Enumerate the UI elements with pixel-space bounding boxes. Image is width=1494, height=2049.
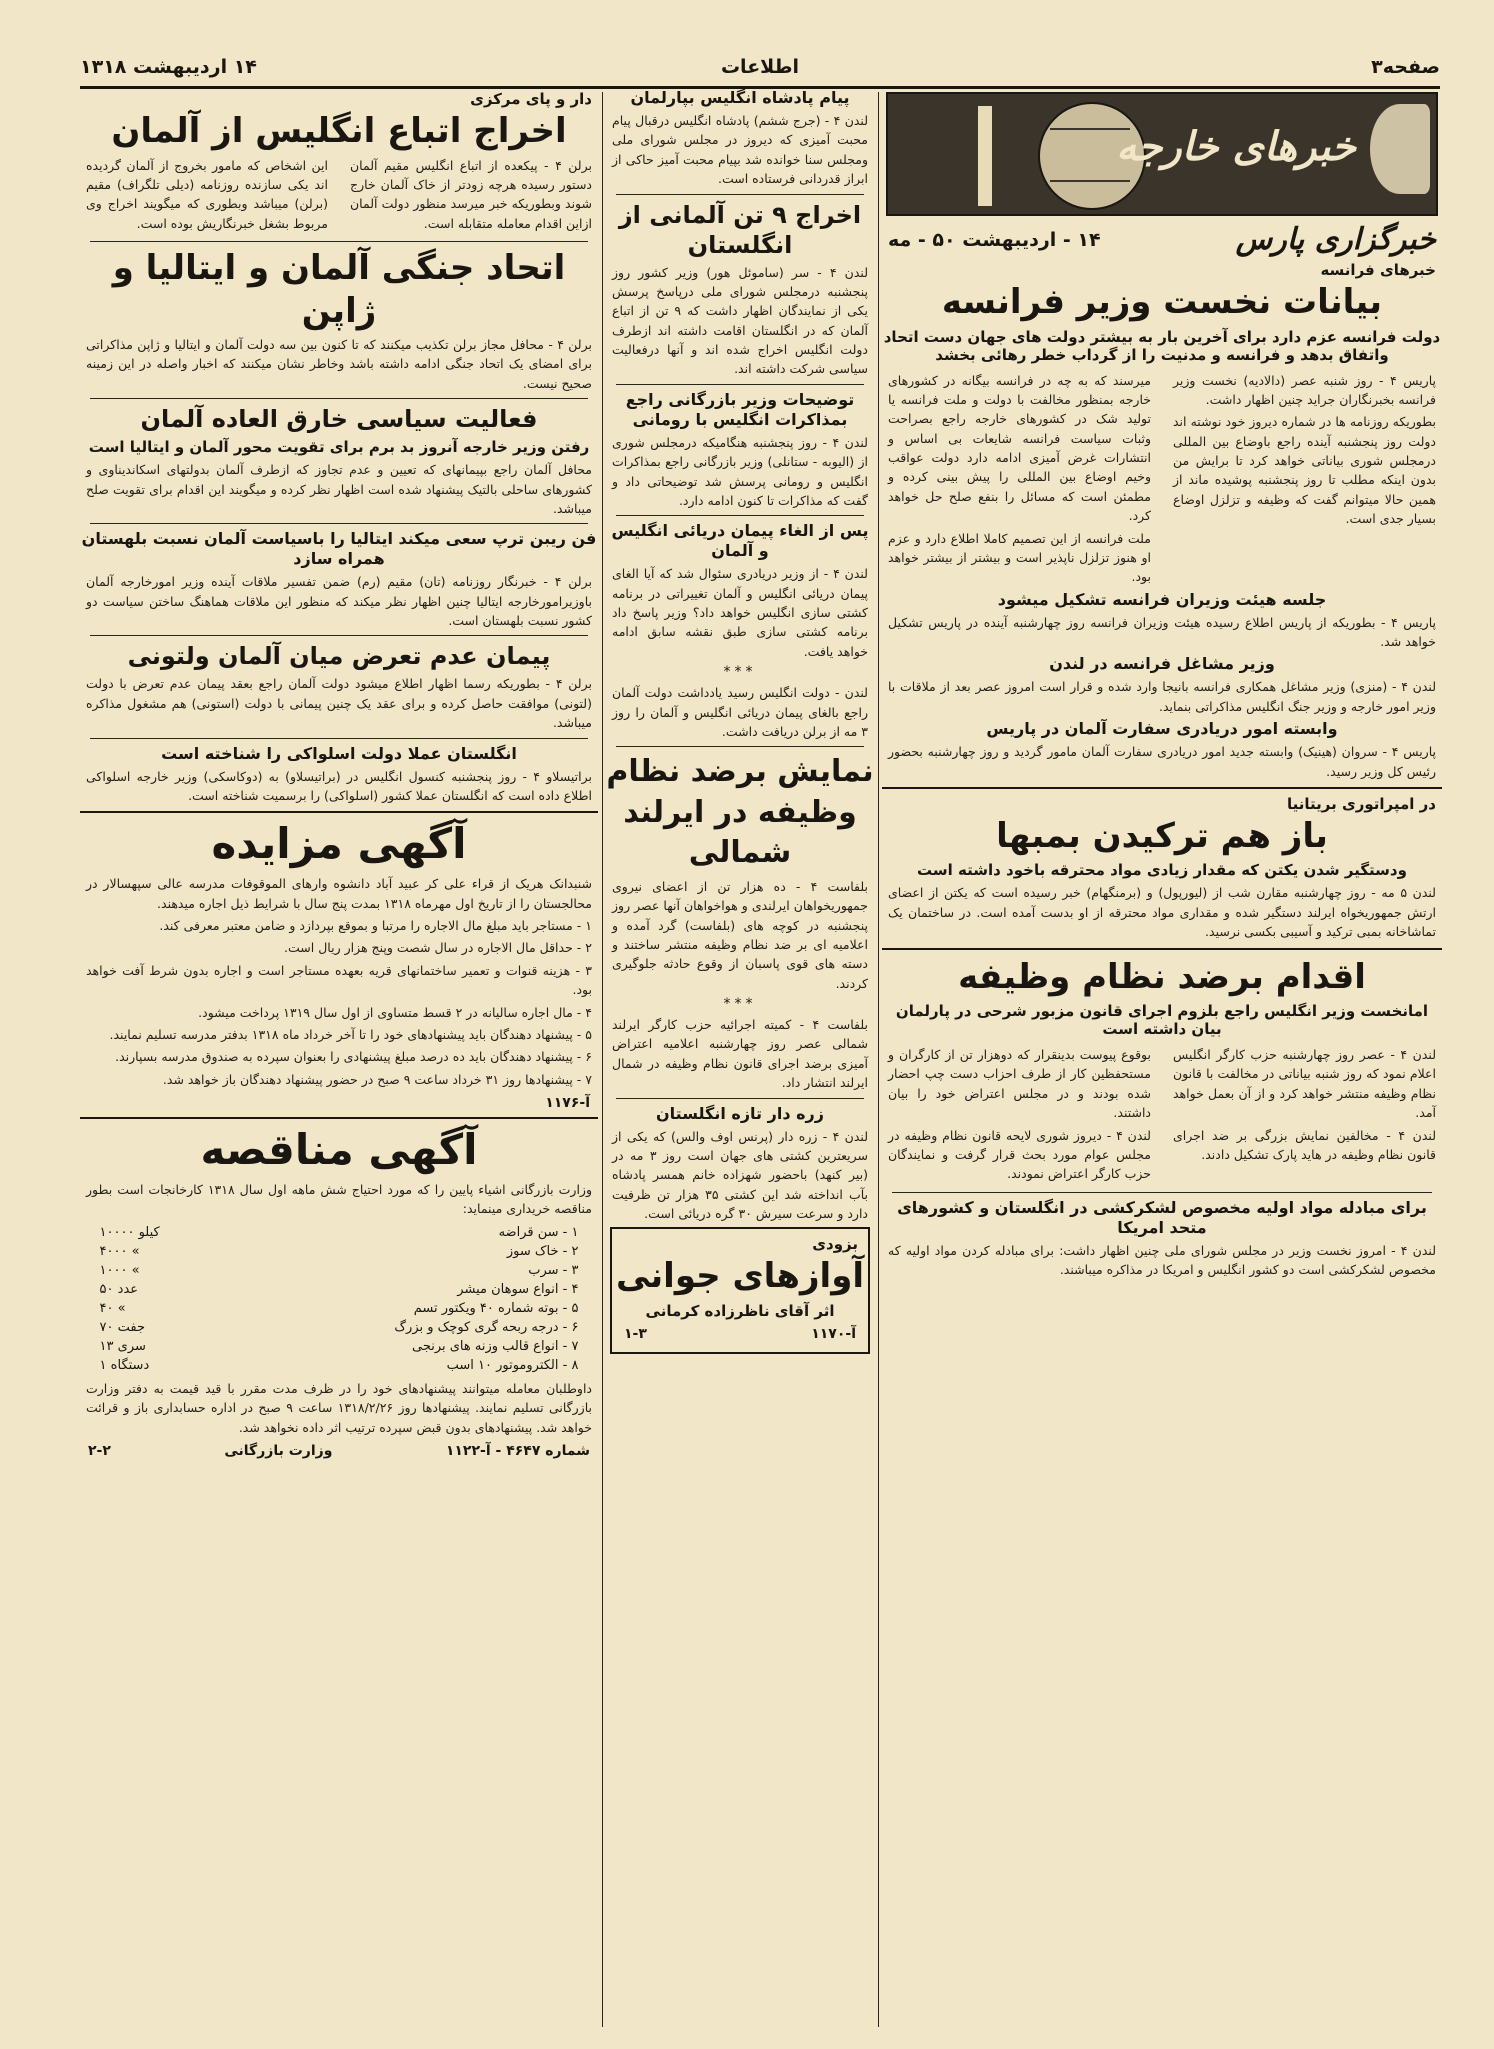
advert-notes: داوطلبان معامله میتوانند پیشنهادهای خود را در ظرف مدت مقرر با قید قیمت به دفتر وزارت بازرگانی تسلیم نمایند. پیشنهادها روز ۱۳۱۸/۲/۲۶ ساعت ۹ صبح در اداره حسابداری باز و قرائت خواهد شد. پیشنهادهای بدون قبض سپرده ترتیب اثر داده نخواهد شد. <box>86 1380 592 1435</box>
headline: زره دار تازه انگلستان <box>656 1103 824 1123</box>
divider <box>616 515 864 516</box>
paragraph: لندن ۴ - (جرج ششم) پادشاه انگلیس درقبال پیام محبت آمیزی که دیروز در مجلس شورای ملی ومجلس سنا خوانده شد بپیام محبت آمیز حاکی از ابراز قدردانی فرستاده است. <box>612 113 869 187</box>
paragraph: لندن ۴ - عصر روز چهارشنبه حزب کارگر انگلیس اعلام نمود که روز شنبه بیاناتی در مخالفت با قانون نظام وظیفه منتشر خواهد کرد و از آن بعمل خواهد آمد. <box>1173 1047 1437 1121</box>
divider <box>90 241 588 242</box>
divider <box>80 811 598 813</box>
tender-advert-title: آگهی مناقصه <box>200 1125 478 1174</box>
item-name: ۵ - بوته شماره ۴۰ ویکتور تسم <box>413 1300 579 1316</box>
table-row <box>96 1356 583 1375</box>
divider <box>90 398 588 399</box>
story-body <box>882 368 1442 590</box>
paper-name: اطلاعات <box>720 56 800 78</box>
book-advert <box>610 1227 870 1354</box>
headline: وزیر مشاغل فرانسه در لندن <box>1049 654 1275 674</box>
foreign-news-banner <box>886 92 1438 216</box>
advert-sequence: ۲-۲ <box>88 1442 111 1459</box>
advert-footer <box>88 1443 590 1459</box>
advert-signature: وزارت بازرگانی <box>224 1442 333 1459</box>
advert-title: آوازهای جوانی <box>616 1256 864 1297</box>
paragraph: بلفاست ۴ - کمیته اجرائیه حزب کارگر ایرلند شمالی عصر روز چهارشنبه اعلامیه اعتراض آمیزی برضد اجرای قانون نظام وظیفه در شمال ایرلند انتشار داد. <box>612 1017 868 1091</box>
divider <box>882 787 1442 789</box>
advert-item: ۴ - مال اجاره سالیانه در ۲ قسط متساوی از اول سال ۱۳۱۹ پرداخت میشود. <box>198 1004 592 1020</box>
item-name: ۳ - سرب <box>528 1262 579 1278</box>
paragraph: لندن ۴ - امروز نخست وزیر در مجلس شورای ملی چنین اظهار داشت: برای مبادله کردن مواد اولیه که مخصوص لشکرکشی است دو کشور انگلیس و امریکا در مذاکره میباشند. <box>888 1242 1436 1277</box>
item-qty: ۱ دستگاه <box>99 1357 150 1373</box>
advert-item: ۲ - حداقل مال الاجاره در سال شصت وپنج هزار ریال است. <box>284 940 592 956</box>
headline: انگلستان عملا دولت اسلواکی را شناخته است <box>161 743 517 763</box>
divider <box>616 384 864 385</box>
headline: فعالیت سیاسی خارق العاده آلمان <box>140 405 538 434</box>
table-row <box>96 1223 583 1242</box>
headline: پس از الغاء پیمان دریائی انگلیس و آلمان <box>611 521 869 561</box>
paragraph: لندن ۴ - سر (ساموئل هور) وزیر کشور روز پنجشنبه درمجلس شورای ملی درپاسخ پرسش یکی از نمایندگان اظهار داشت که ۹ تن از اتباع آلمان که در انگلستان اقامت داشته اند ازطرف دولت انگلیس اخراج شده اند و آنها درفعالیت سیاسی شرکت داشته اند. <box>612 264 869 377</box>
advert-item: ۳ - هزینه قنوات و تعمیر ساختمانهای قریه بعهده مستاجر است و اجاره بدون شرط آفت خواهد بود. <box>86 962 592 998</box>
table-row <box>96 1299 583 1318</box>
divider <box>90 738 588 739</box>
column-divider <box>878 92 879 2027</box>
paragraph: پاریس ۴ - سروان (هینیک) وابسته جدید امور دریادری سفارت آلمان مامور گردید و روز چهارشنبه بحضور رئیس کل وزیر رسید. <box>888 744 1436 779</box>
paragraph: لندن ۴ - (منزی) وزیر مشاغل همکاری فرانسه بانیجا وارد شده و قرار است امروز عصر بعد از ملاقات با وزیر امور خارجه و وزیر جنگ انگلیس مذاکراتی بنماید. <box>888 679 1436 714</box>
paragraph: بوقوع پیوست بدینقرار که دوهزار تن از کارگران و مستحفظین کار از طرف احزاب دست چپ احضار شده بودند و در مجلس اعتراض خود را بیان داشتند. <box>888 1047 1151 1121</box>
page-number: صفحه۳ <box>1371 56 1440 78</box>
headline: اخراج ۹ تن آلمانی از انگلستان <box>618 200 862 259</box>
paragraph: برلن ۴ - پیکعده از اتباع انگلیس مقیم آلمان دستور رسیده هرچه زودتر از خاک آلمان خارج شوند وبطوریکه خبر میرسد منظور دولت آلمان ازاین اقدام معامله متقابله است. <box>350 157 592 231</box>
section-label: خبرهای فرانسه <box>1320 261 1436 279</box>
paragraph: بطوریکه روزنامه ها در شماره دیروز خود نوشته اند دولت روز پنجشنبه آینده راجع باوضاع بین المللی درمجلس شوری بیاناتی خواهد کرد تا برایش من بدون اینکه مطلب تا روز پنجشنبه پوشیده ماند از همین حالا میتوانم گفت که وظیفه و تزلزل اوضاع بسیار جدی است. <box>1173 414 1436 527</box>
item-qty: ۴۰ « <box>99 1300 126 1316</box>
divider <box>616 746 864 747</box>
headline: اقدام برضد نظام وظیفه <box>958 956 1366 997</box>
agency-date: ۱۴ - اردیبهشت ۵۰ - مه <box>888 228 1101 251</box>
separator-stars: *** <box>723 996 757 1012</box>
paragraph: برلن ۴ - محافل مجاز برلن تکذیب میکنند که تا کنون بین سه دولت آلمان و ایتالیا و ژاپن مذاکراتی برای امضای یک اتحاد جنگی ادامه داشته باشد وخاطر نشان میکنند که اخبار واصله در این زمینه صحیح نیست. <box>86 337 592 391</box>
headline: نمایش برضد نظام وظیفه در ایرلند شمالی <box>606 754 874 871</box>
paragraph: این اشخاص که مامور بخروج از آلمان گردیده اند یکی سازنده روزنامه (دیلی تلگراف) مقیم (برلن) میباشد وبطوری که میگویند اخراج وی مربوط بشغل خبرنگاریش بوده است. <box>86 157 328 231</box>
advert-sequence: ۱-۳ <box>624 1325 647 1342</box>
paragraph: بلفاست ۴ - ده هزار تن از اعضای نیروی جمهوریخواهان ایرلندی و هواخواهان آنها عصر روز پنجشنبه در کوچه های (بلفاست) گرد آمده و اعلامیه ای بر ضد نظام وظیفه منتشر ساختند و دسته های قوی پاسبان از وقوع حادثه جلوگیری کردند. <box>612 878 868 991</box>
divider <box>90 523 588 524</box>
agency-name: خبرگزاری پارس <box>1235 222 1436 257</box>
table-row <box>96 1318 583 1337</box>
advert-intro: وزارت بازرگانی اشیاء پایین را که مورد احتیاج شش ماهه اول سال ۱۳۱۸ کارخانجات است بطور مناقصه خریداری مینماید: <box>86 1182 592 1217</box>
banner-title: خبرهای خارجه <box>1116 124 1356 170</box>
table-row <box>96 1337 583 1356</box>
tower-icon <box>978 106 992 206</box>
headline: باز هم ترکیدن بمبها <box>996 815 1328 856</box>
paragraph: برلن ۴ - خبرنگار روزنامه (تان) مقیم (رم) ضمن تفسیر ملاقات آینده وزیر امورخارجه آلمان باوزیرامورخارجه ایتالیا چنین اظهار نظر میکند که منظور این ملاقات هماهنگ ساختن سیاست دو کشور نسبت بلهستان است. <box>86 574 592 628</box>
paragraph: لندن ۴ - مخالفین نمایش بزرگی بر ضد اجرای قانون نظام وظیفه در هاید پارک تشکیل دادند. <box>1173 1127 1437 1162</box>
advert-intro: شنبدانک هریک از قراء علی کر عبید آباد دانشوه وارهای الموقوفات مدرسه عالی سپهسالار در محالجستان را از تاریخ اول مهرماه ۱۳۱۸ بمدت پنج سال با شرایط ذیل اجاره میدهند. <box>86 876 592 911</box>
item-name: ۴ - انواع سوهان میشر <box>457 1281 579 1297</box>
issue-date: ۱۴ اردیبهشت ۱۳۱۸ <box>80 56 257 78</box>
headline: وابسته امور دریادری سفارت آلمان در پاریس <box>986 719 1338 739</box>
left-column <box>80 88 598 1465</box>
headline: پیام پادشاه انگلیس بپارلمان <box>630 88 850 107</box>
advert-code: شماره ۴۶۴۷ - آ-۱۱۲۲ <box>445 1442 590 1459</box>
story-body <box>80 153 598 237</box>
item-name: ۶ - درجه ربحه گری کوچک و بزرگ <box>394 1319 579 1335</box>
divider <box>882 948 1442 950</box>
headline: پیمان عدم تعرض میان آلمان ولتونی <box>127 642 551 671</box>
divider <box>80 1117 598 1119</box>
section-label: دار و پای مرکزی <box>470 90 592 108</box>
item-name: ۸ - الکتروموتور ۱۰ اسب <box>446 1357 579 1373</box>
item-name: ۱ - سن قراضه <box>498 1224 579 1240</box>
paragraph: براتیسلاو ۴ - روز پنجشنبه کنسول انگلیس در (براتیسلاو) به (دوکاسکی) وزیر خارجه اسلواکی اطلاع داده است که انگلستان عملا کشور (اسلواکی) را برسمیت شناخته است. <box>86 768 592 803</box>
headline: برای مبادله مواد اولیه مخصوص لشکرکشی در انگلستان و کشورهای متحد امریکا <box>897 1197 1427 1237</box>
advert-item: ۵ - پیشنهاد دهندگان باید پیشنهادهای خود را تا آخر خرداد ماه ۱۳۱۸ بدفتر مدرسه تسلیم نمایند. <box>109 1026 592 1042</box>
paragraph: پاریس ۴ - روز شنبه عصر (دالادیه) نخست وزیر فرانسه بخبرنگاران جراید چنین اظهار داشت. <box>1173 372 1436 407</box>
column-divider <box>602 92 603 2027</box>
divider <box>90 635 588 636</box>
paragraph: لندن ۴ - از وزیر دریادری سئوال شد که آیا الغای پیمان دریائی انگلیس و آلمان تغییراتی در برنامه کشتی سازی انگلیس خواهد داد؟ وزیر پاسخ داد برنامه کشتی سازی طبق نقشه سابق ادامه خواهد یافت. <box>612 566 868 659</box>
paragraph: لندن ۴ - دیروز شوری لایحه قانون نظام وظیفه در مجلس عوام مورد بحث قرار گرفت و نمایندگان حزب کارگر اعتراض نمودند. <box>888 1127 1151 1182</box>
divider <box>616 194 864 195</box>
subheadline: ودستگیر شدن یکتن که مقدار زیادی مواد محترقه باخود داشته است <box>917 861 1407 880</box>
item-qty: ۴۰۰۰ « <box>99 1243 140 1259</box>
headline: جلسه هیئت وزیران فرانسه تشکیل میشود <box>997 589 1327 609</box>
item-qty: ۱۰۰۰ « <box>99 1262 140 1278</box>
divider <box>892 1192 1432 1193</box>
table-row <box>96 1280 583 1299</box>
gramophone-horn-icon <box>1370 104 1430 194</box>
subheadline: دولت فرانسه عزم دارد برای آخرین بار به بیشتر دولت های جهان دست اتحاد واتفاق بدهد و فرانسه و مدنیت را از گرداب خطر رهائی بخشد <box>883 327 1441 364</box>
paragraph: لندن ۵ مه - روز چهارشنبه مقارن شب از (لیورپول) و (برمنگهام) خبر رسیده است که یکتن از اعضای ارتش جمهوریخواه ایرلند دستگیر شده و مقداری مواد محترقه از او بدست آمده است. در ساختمان یک تماشاخانه بمبی ترکید و آسیبی بکسی نرسید. <box>888 885 1436 940</box>
advert-author: اثر آقای ناظرزاده کرمانی <box>645 1301 835 1320</box>
story-body <box>882 1042 1442 1187</box>
auction-advert-title: آگهی مزایده <box>211 819 467 869</box>
advert-item: ۱ - مستاجر باید مبلغ مال الاجاره را مرتبا و بموقع بپردازد و ضامن معتبر معرفی کند. <box>159 918 592 933</box>
item-name: ۷ - انواع قالب وزنه های برنجی <box>411 1338 579 1354</box>
paragraph: لندن ۴ - زره دار (پرنس اوف والس) که یکی از سریعترین کشتی های جهان است روز ۳ مه در (بیر کنهد) باحضور شهزاده خانم همسر پادشاه بآب انداخته شد این کشتی ۳۵ هزار تن ظرفیت دارد و سرعت سیرش ۳۰ گره دریائی است. <box>612 1128 869 1221</box>
item-qty: ۷۰ جفت <box>99 1319 146 1335</box>
item-qty: ۱۳ سری <box>99 1338 146 1354</box>
paragraph: لندن ۴ - روز پنجشنبه هنگامیکه درمجلس شوری از (الیوبه - ستانلی) وزیر بازرگانی راجع بمذاکرات انگلیس و رومانی پرسش شد توضیحاتی داد و گفت که مذاکرات تا کنون ادامه دارد. <box>612 434 868 508</box>
middle-column <box>606 88 874 1358</box>
headline: فن ریبن ترپ سعی میکند ایتالیا را باسیاست آلمان نسبت بلهستان همراه سازد <box>81 529 597 569</box>
item-name: ۲ - خاک سوز <box>506 1243 579 1259</box>
headline: بیانات نخست وزیر فرانسه <box>941 282 1383 322</box>
paragraph: پاریس ۴ - بطوریکه از پاریس اطلاع رسیده هیئت وزیران فرانسه روز چهارشنبه آینده در پاریس تشکیل خواهد شد. <box>888 614 1437 649</box>
item-qty: ۱۰۰۰۰ کیلو <box>99 1224 160 1240</box>
right-column <box>882 88 1442 1282</box>
table-row <box>96 1261 583 1280</box>
headline: اتحاد جنگی آلمان و ایتالیا و ژاپن <box>112 248 566 331</box>
tender-items-table <box>96 1223 583 1375</box>
separator-stars: *** <box>723 664 757 681</box>
headline: اخراج اتباع انگلیس از آلمان <box>111 111 567 151</box>
section-label: در امپراتوری بریتانیا <box>1287 794 1436 813</box>
masthead <box>80 52 1440 89</box>
table-row <box>96 1242 583 1261</box>
advert-code: آ-۱۱۷۰ <box>811 1325 856 1342</box>
agency-line <box>888 222 1436 257</box>
item-qty: ۵۰ عدد <box>99 1281 139 1297</box>
subheadline: رفتن وزیر خارجه آنروز بد برم برای تقویت محور آلمان و ایتالیا است <box>88 438 590 457</box>
divider <box>616 1098 864 1099</box>
paragraph: محافل آلمان راجع بپیمانهای که تعیین و عدم تجاوز که ازطرف آلمان بدولتهای اسکاندیناوی و کشورهای ساحلی بالتیک پیشنهاد شده است اظهار نظر کرده و میگویند این اقدام برای تقویت صلح میباشد. <box>86 462 592 516</box>
paragraph: برلن ۴ - بطوریکه رسما اظهار اطلاع میشود دولت آلمان راجع بعقد پیمان عدم تعرض با دولت (لتونی) موافقت حاصل کرده و برای عقد یک چنین پیمانی با دولت (استونی) هم مشغول مذاکره میباشد. <box>86 676 592 731</box>
paragraph: میرسند که به چه در فرانسه بیگانه در کشورهای خارجه بمنظور مخالفت با دولت و ملت فرانسه یا تولید شک در کشورهای خارجه راجع بصراحت وثبات سیاست فرانسه شایعات بی اساس و انتشارات غرض آمیزی ادامه دارد دولت عواقب وخیم اوضاع بین المللی را پیش بینی کرده و مطمئن است که مسائل را بنفع صلح حل خواهد کرد. <box>888 372 1151 524</box>
advert-footer <box>88 1095 590 1111</box>
headline: توضیحات وزیر بازرگانی راجع بمذاکرات انگلیس با رومانی <box>625 389 855 429</box>
paragraph: ملت فرانسه از این تصمیم کاملا اطلاع دارد و عزم او هنوز تزلزل ناپذیر است و بیشتر از بیشتر خواهد بود. <box>888 530 1151 585</box>
advert-kicker: بزودی <box>812 1235 858 1254</box>
advert-item: ۷ - پیشنهادها روز ۳۱ خرداد ساعت ۹ صبح در حضور پیشنهاد دهندگان باز خواهد شد. <box>162 1071 592 1087</box>
advert-code: آ-۱۱۷۶ <box>545 1095 590 1111</box>
advert-footer <box>624 1326 856 1342</box>
paragraph: لندن - دولت انگلیس رسید یادداشت دولت آلمان راجع بالغای پیمان دریائی انگلیس و آلمان را روز ۳ مه از برلن دریافت داشت. <box>612 685 868 739</box>
advert-item: ۶ - پیشنهاد دهندگان باید ده درصد مبلغ پیشنهادی را بعنوان سپرده به صندوق مدرسه بسپارند. <box>115 1049 592 1065</box>
subheadline: امانخست وزیر انگلیس راجع بلزوم اجرای قانون مزبور شرحی در پارلمان بیان داشته است <box>895 1002 1429 1038</box>
